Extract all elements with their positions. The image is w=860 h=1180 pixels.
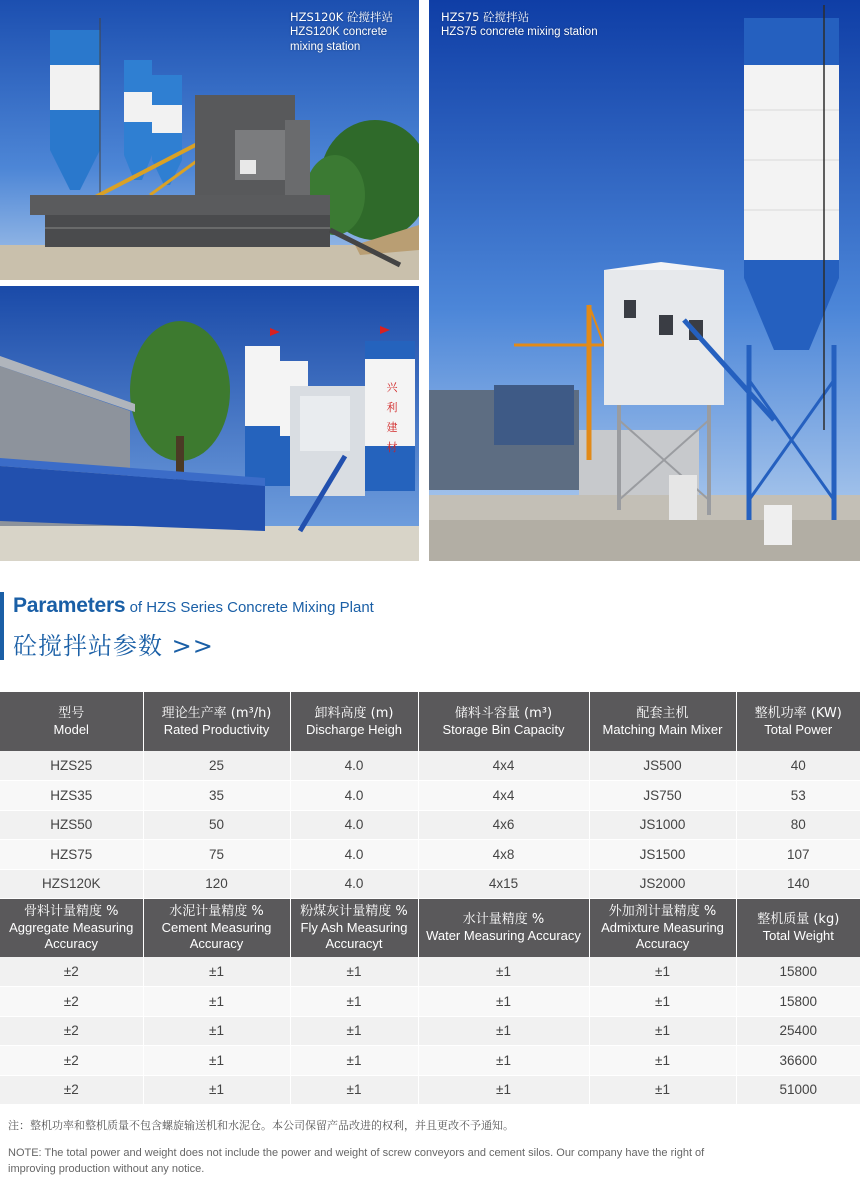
- table-cell: ±1: [589, 957, 736, 987]
- table-cell: JS1500: [589, 840, 736, 870]
- table-cell: JS500: [589, 751, 736, 781]
- caption-en: HZS75 concrete mixing station: [441, 26, 598, 38]
- header-total-weight: 整机质量 (kg) Total Weight: [736, 899, 860, 957]
- header-model: 型号 Model: [0, 692, 143, 751]
- footnote-zh: 注：整机功率和整机质量不包含螺旋输送机和水泥仓。本公司保留产品改进的权利，并且更改不予通知。: [8, 1119, 514, 1132]
- table-cell: ±1: [290, 1016, 418, 1046]
- caption-en: HZS120K concrete mixing station: [290, 26, 388, 53]
- table-cell: ±2: [0, 957, 143, 987]
- table-cell: JS750: [589, 781, 736, 811]
- header-storage-bin: 储料斗容量 (m³) Storage Bin Capacity: [418, 692, 589, 751]
- table-cell: 50: [143, 810, 290, 840]
- parameters-table-accuracy: [0, 899, 860, 1105]
- header-aggregate-accuracy: 骨料计量精度 % Aggregate Measuring Accuracy: [0, 899, 143, 957]
- table-cell: 4.0: [290, 869, 418, 899]
- table-cell: HZS120K: [0, 869, 143, 899]
- table-cell: 25400: [736, 1016, 860, 1046]
- table-cell: ±2: [0, 1046, 143, 1076]
- table-row: [0, 987, 860, 1017]
- header-total-power: 整机功率 (KW) Total Power: [736, 692, 860, 751]
- table-cell: HZS25: [0, 751, 143, 781]
- table-cell: ±1: [418, 957, 589, 987]
- photo-caption: [441, 10, 598, 40]
- section-title-bold: Parameters: [13, 594, 126, 617]
- header-main-mixer: 配套主机 Matching Main Mixer: [589, 692, 736, 751]
- table-cell: ±1: [418, 1016, 589, 1046]
- parameters-table-main: [0, 692, 860, 899]
- table-cell: ±2: [0, 987, 143, 1017]
- table-cell: 80: [736, 810, 860, 840]
- photo-mixing-plant-site: [0, 286, 419, 561]
- table-cell: ±1: [589, 1046, 736, 1076]
- table-cell: ±1: [290, 957, 418, 987]
- footnote-en: NOTE: The total power and weight does not include the power and weight of screw conveyors and cement silos. Our company have the right of improving production without any notice.: [8, 1147, 705, 1175]
- table-row: [0, 840, 860, 870]
- header-water-accuracy: 水计量精度 % Water Measuring Accuracy: [418, 899, 589, 957]
- header-flyash-accuracy: 粉煤灰计量精度 % Fly Ash Measuring Accuracyt: [290, 899, 418, 957]
- table-cell: 120: [143, 869, 290, 899]
- table-cell: 4x8: [418, 840, 589, 870]
- table-row: [0, 1016, 860, 1046]
- table-cell: 35: [143, 781, 290, 811]
- table-header-row: [0, 692, 860, 751]
- table-cell: HZS75: [0, 840, 143, 870]
- heading-accent-bar: [0, 592, 4, 660]
- table-row: [0, 869, 860, 899]
- table-cell: ±1: [589, 987, 736, 1017]
- table-cell: ±1: [290, 987, 418, 1017]
- table-cell: 4.0: [290, 810, 418, 840]
- table-cell: 75: [143, 840, 290, 870]
- photo-caption: [290, 10, 419, 55]
- table-cell: 107: [736, 840, 860, 870]
- header-cement-accuracy: 水泥计量精度 % Cement Measuring Accuracy: [143, 899, 290, 957]
- silo-char: 兴: [386, 381, 398, 394]
- table-cell: ±2: [0, 1016, 143, 1046]
- silo-char: 材: [386, 441, 398, 454]
- table-cell: JS2000: [589, 869, 736, 899]
- table-cell: 4.0: [290, 781, 418, 811]
- table-row: [0, 781, 860, 811]
- table-cell: HZS50: [0, 810, 143, 840]
- table-cell: 40: [736, 751, 860, 781]
- section-title-zh: 砼搅拌站参数 >>: [13, 632, 214, 660]
- silo-char: 建: [386, 421, 398, 434]
- table-cell: 4x4: [418, 781, 589, 811]
- table-cell: ±1: [143, 1075, 290, 1105]
- table-row: [0, 1075, 860, 1105]
- table-cell: 51000: [736, 1075, 860, 1105]
- table-cell: ±1: [290, 1046, 418, 1076]
- table-cell: ±1: [589, 1075, 736, 1105]
- table-cell: ±1: [143, 1046, 290, 1076]
- table-cell: HZS35: [0, 781, 143, 811]
- table-header-row: [0, 899, 860, 957]
- table-cell: 4x15: [418, 869, 589, 899]
- table-cell: 53: [736, 781, 860, 811]
- silo-lettering: [382, 378, 402, 458]
- section-title-en: [13, 594, 374, 618]
- caption-zh: HZS75 砼搅拌站: [441, 10, 530, 24]
- header-productivity: 理论生产率 (m³/h) Rated Productivity: [143, 692, 290, 751]
- table-cell: ±1: [418, 1075, 589, 1105]
- table-cell: ±1: [589, 1016, 736, 1046]
- table-cell: ±1: [418, 987, 589, 1017]
- table-cell: ±1: [143, 957, 290, 987]
- table-cell: 36600: [736, 1046, 860, 1076]
- table-cell: ±2: [0, 1075, 143, 1105]
- table-cell: 25: [143, 751, 290, 781]
- header-admixture-accuracy: 外加剂计量精度 % Admixture Measuring Accuracy: [589, 899, 736, 957]
- table-cell: 4.0: [290, 751, 418, 781]
- table-cell: 4.0: [290, 840, 418, 870]
- hzs75-illustration: [429, 0, 860, 561]
- table-cell: ±1: [418, 1046, 589, 1076]
- table-row: [0, 751, 860, 781]
- photo-hzs120k-station: [0, 0, 419, 280]
- header-discharge-height: 卸料高度 (m) Discharge Heigh: [290, 692, 418, 751]
- silo-char: 利: [386, 401, 398, 414]
- table-cell: ±1: [143, 987, 290, 1017]
- table-cell: JS1000: [589, 810, 736, 840]
- table-cell: ±1: [143, 1016, 290, 1046]
- table-row: [0, 810, 860, 840]
- table-cell: ±1: [290, 1075, 418, 1105]
- table-cell: 4x6: [418, 810, 589, 840]
- caption-zh: HZS120K 砼搅拌站: [290, 10, 393, 24]
- mixing-plant-illustration: [0, 286, 419, 561]
- table-cell: 4x4: [418, 751, 589, 781]
- photo-hzs75-station: [429, 0, 860, 561]
- table-row: [0, 957, 860, 987]
- table-cell: 140: [736, 869, 860, 899]
- table-row: [0, 1046, 860, 1076]
- table-cell: 15800: [736, 957, 860, 987]
- table-cell: 15800: [736, 987, 860, 1017]
- section-title-rest: of HZS Series Concrete Mixing Plant: [125, 599, 374, 616]
